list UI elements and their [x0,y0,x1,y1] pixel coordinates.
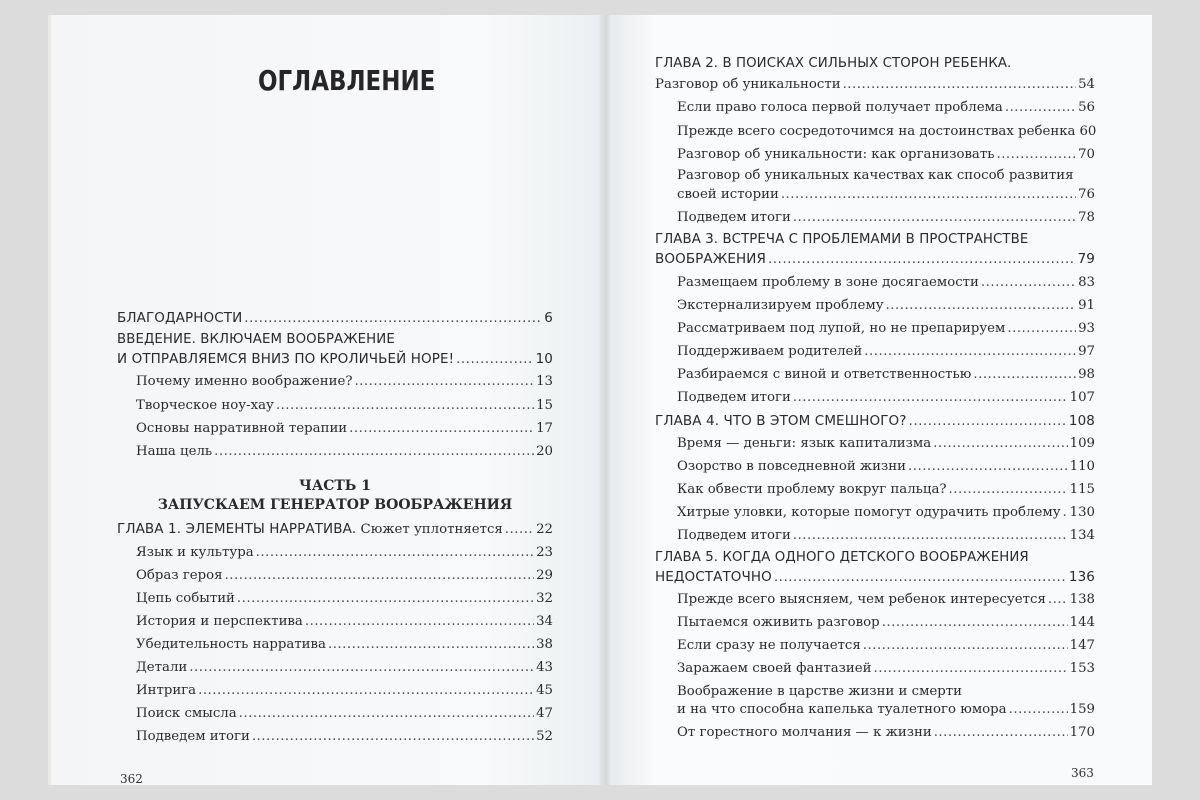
toc-entry[interactable] [655,77,1095,93]
leader-dots [256,545,534,561]
toc-entry[interactable] [136,545,553,561]
entry-title: Подведем итоги [677,528,791,543]
leader-dots [793,390,1068,406]
entry-title-line1: Воображение в царстве жизни и смерти [677,684,963,699]
entry-page: 83 [1078,275,1095,290]
leader-dots [1007,321,1076,337]
leader-dots [276,398,534,414]
entry-title: Поиск смысла [136,706,237,721]
toc-entry[interactable] [677,725,1095,741]
leader-dots [198,683,534,699]
leader-dots [1063,505,1068,521]
leader-dots [934,725,1068,741]
entry-page: 54 [1078,77,1095,92]
chapter-title-line1: ГЛАВА 5. КОГДА ОДНОГО ДЕТСКОГО ВООБРАЖЕНИЯ [655,550,1029,565]
toc-entry[interactable] [677,638,1095,654]
entry-title: Подведем итоги [136,729,250,744]
entry-page: 10 [535,351,553,367]
leader-dots [793,528,1068,544]
entry-title: Наша цель [136,444,213,459]
toc-entry[interactable] [136,683,553,699]
entry-title: Образ героя [136,568,223,583]
entry-page: 107 [1069,390,1095,405]
leader-dots [252,729,534,745]
entry-page: 78 [1078,210,1095,225]
entry-page: 45 [536,683,553,698]
entry-title: и на что способна капелька туалетного юмора [677,702,1007,717]
entry-title: Язык и культура [136,545,254,560]
chapter-title: НЕДОСТАТОЧНО [655,569,772,585]
leader-dots [349,421,534,437]
entry-title-line1: Разговор об уникальных качествах как способ развития [677,168,1074,183]
toc-entry[interactable] [136,398,553,414]
entry-title: Озорство в повседневной жизни [677,459,907,474]
entry-title: Поддерживаем родителей [677,344,863,359]
entry-page: 130 [1069,505,1095,520]
chapter-subtitle: Сюжет уплотняется [360,522,503,537]
entry-title: Разговор об уникальности [655,77,841,92]
entry-page: 15 [536,398,553,413]
toc-entry[interactable] [677,592,1095,608]
leader-dots [505,522,534,538]
leader-dots [244,310,542,326]
leader-dots [863,638,1068,654]
toc-entry[interactable] [117,310,553,326]
entry-title: Если право голоса первой получает проблема [677,100,1003,115]
entry-page: 13 [536,374,553,389]
toc-entry[interactable] [677,210,1095,226]
entry-page: 79 [1077,251,1095,267]
entry-title: Как обвести проблему вокруг пальца? [677,482,947,497]
toc-entry[interactable] [677,124,1095,140]
leader-dots [886,298,1077,314]
toc-title: ОГЛАВЛЕНИЕ [258,64,436,97]
entry-title: Прежде всего сосредоточимся на достоинствах ребенка [677,124,1076,139]
toc-entry[interactable] [677,661,1095,677]
entry-page: 32 [536,591,553,606]
entry-title: Основы нарративной терапии [136,421,348,436]
toc-entry[interactable] [677,147,1095,163]
leader-dots [843,77,1077,93]
leader-dots [237,591,534,607]
entry-title-line1: ВВЕДЕНИЕ. ВКЛЮЧАЕМ ВООБРАЖЕНИЕ [117,332,395,347]
toc-entry[interactable] [677,528,1095,544]
toc-chapter-entry[interactable] [655,569,1095,585]
entry-title: Детали [136,660,188,675]
toc-entry[interactable] [677,344,1095,360]
leader-dots [225,568,535,584]
toc-entry[interactable] [136,614,553,630]
toc-entry[interactable] [136,729,553,745]
toc-entry[interactable] [136,444,553,460]
leader-dots [909,413,1067,429]
toc-entry[interactable] [136,660,553,676]
entry-page: 134 [1069,528,1095,543]
leader-dots [949,482,1068,498]
leader-dots [328,637,534,653]
entry-page: 29 [536,568,553,583]
entry-title: Пытаемся оживить разговор [677,615,880,630]
leader-dots [768,251,1076,267]
entry-page: 159 [1069,702,1095,717]
chapter-title: ГЛАВА 4. ЧТО В ЭТОМ СМЕШНОГО? [655,413,907,429]
leader-dots [354,374,534,390]
entry-page: 138 [1069,592,1095,607]
leader-dots [981,275,1076,291]
toc-chapter-entry[interactable] [117,521,553,538]
entry-page: 60 [1079,124,1097,139]
entry-page: 38 [536,637,553,652]
entry-title: Подведем итоги [677,390,791,405]
entry-page: 170 [1069,725,1095,740]
entry-title: Убедительность нарратива [136,637,326,652]
leader-dots [908,459,1068,475]
entry-page: 110 [1069,459,1095,474]
page-number-left: 362 [120,772,143,786]
toc-entry[interactable] [677,187,1095,203]
entry-page: 56 [1078,100,1095,115]
entry-title: Подведем итоги [677,210,791,225]
leader-dots [1048,592,1068,608]
entry-page: 34 [536,614,553,629]
entry-title: своей истории [677,187,779,202]
toc-entry[interactable] [117,351,553,367]
leader-dots [214,444,534,460]
book-spine [599,15,613,785]
entry-title: Если сразу не получается [677,638,861,653]
entry-title: Хитрые уловки, которые помогут одурачить проблему [677,505,1061,520]
entry-page: 136 [1068,569,1095,585]
leader-dots [774,569,1067,585]
leader-dots [189,660,534,676]
leader-dots [781,187,1076,203]
entry-title: Экстернализируем проблему [677,298,884,313]
entry-page: 43 [536,660,553,675]
entry-page: 108 [1068,413,1095,429]
toc-entry[interactable] [677,615,1095,631]
entry-page: 144 [1069,615,1095,630]
toc-entry[interactable] [677,321,1095,337]
leader-dots [239,706,534,722]
entry-title: Интрига [136,683,197,698]
leader-dots [864,344,1076,360]
leader-dots [456,351,534,367]
toc-entry[interactable] [677,482,1095,498]
toc-entry[interactable] [677,459,1095,475]
leader-dots [1005,100,1076,116]
toc-entry[interactable] [136,706,553,722]
chapter-title: ГЛАВА 2. В ПОИСКАХ СИЛЬНЫХ СТОРОН РЕБЕНКА. [655,56,1012,71]
leader-dots [933,436,1067,452]
entry-title: От горестного молчания — к жизни [677,725,932,740]
toc-entry[interactable] [136,591,553,607]
entry-page: 147 [1069,638,1095,653]
toc-entry[interactable] [136,568,553,584]
toc-entry[interactable] [677,298,1095,314]
chapter-title-line1: ГЛАВА 3. ВСТРЕЧА С ПРОБЛЕМАМИ В ПРОСТРАНСТВЕ [655,232,1029,247]
toc-entry[interactable] [136,421,553,437]
entry-page: 76 [1078,187,1095,202]
toc-entry[interactable] [677,100,1095,116]
toc-chapter-entry[interactable] [655,413,1095,429]
entry-page: 6 [544,310,553,326]
toc-entry[interactable] [677,505,1095,521]
entry-title: Размещаем проблему в зоне досягаемости [677,275,979,290]
chapter-title: ВООБРАЖЕНИЯ [655,251,766,267]
toc-entry[interactable] [677,390,1095,406]
toc-entry[interactable] [136,374,553,390]
leader-dots [305,614,534,630]
toc-entry[interactable] [677,275,1095,291]
entry-title: Цепь событий [136,591,235,606]
toc-entry[interactable] [136,637,553,653]
entry-page: 98 [1078,367,1095,382]
entry-title: Почему именно воображение? [136,374,353,389]
entry-page: 22 [536,522,553,537]
entry-title: БЛАГОДАРНОСТИ [117,310,243,326]
entry-page: 109 [1069,436,1095,451]
leader-dots [1009,702,1068,718]
part-label: ЧАСТЬ 1 [299,478,371,494]
entry-title: Разбираемся с виной и ответственностью [677,367,972,382]
part-title: ЗАПУСКАЕМ ГЕНЕРАТОР ВООБРАЖЕНИЯ [157,497,513,513]
entry-page: 115 [1069,482,1095,497]
page-number-right: 363 [1071,766,1094,780]
toc-entry[interactable] [677,367,1095,383]
entry-page: 20 [536,444,553,459]
entry-title: Рассматриваем под лупой, но не препарируем [677,321,1006,336]
entry-title: История и перспектива [136,614,303,629]
toc-entry[interactable] [677,702,1095,718]
leader-dots [996,147,1076,163]
entry-page: 93 [1078,321,1095,336]
entry-title: Время — деньги: язык капитализма [677,436,932,451]
entry-page: 17 [536,421,553,436]
entry-title: Разговор об уникальности: как организовать [677,147,995,162]
entry-page: 91 [1078,298,1095,313]
toc-chapter-entry[interactable] [655,251,1095,267]
leader-dots [793,210,1076,226]
chapter-title: ГЛАВА 1. ЭЛЕМЕНТЫ НАРРАТИВА. [117,521,357,537]
entry-title: Прежде всего выясняем, чем ребенок интересуется [677,592,1046,607]
entry-page: 70 [1078,147,1095,162]
entry-title: Творческое ноу-хау [136,398,274,413]
entry-title: Заражаем своей фантазией [677,661,872,676]
leader-dots [973,367,1076,383]
entry-title: И ОТПРАВЛЯЕМСЯ ВНИЗ ПО КРОЛИЧЬЕЙ НОРЕ! [117,351,455,367]
leader-dots [882,615,1068,631]
entry-page: 52 [536,729,553,744]
entry-page: 23 [536,545,553,560]
entry-page: 47 [536,706,553,721]
toc-entry[interactable] [677,436,1095,452]
entry-page: 153 [1069,661,1095,676]
leader-dots [873,661,1067,677]
entry-page: 97 [1078,344,1095,359]
